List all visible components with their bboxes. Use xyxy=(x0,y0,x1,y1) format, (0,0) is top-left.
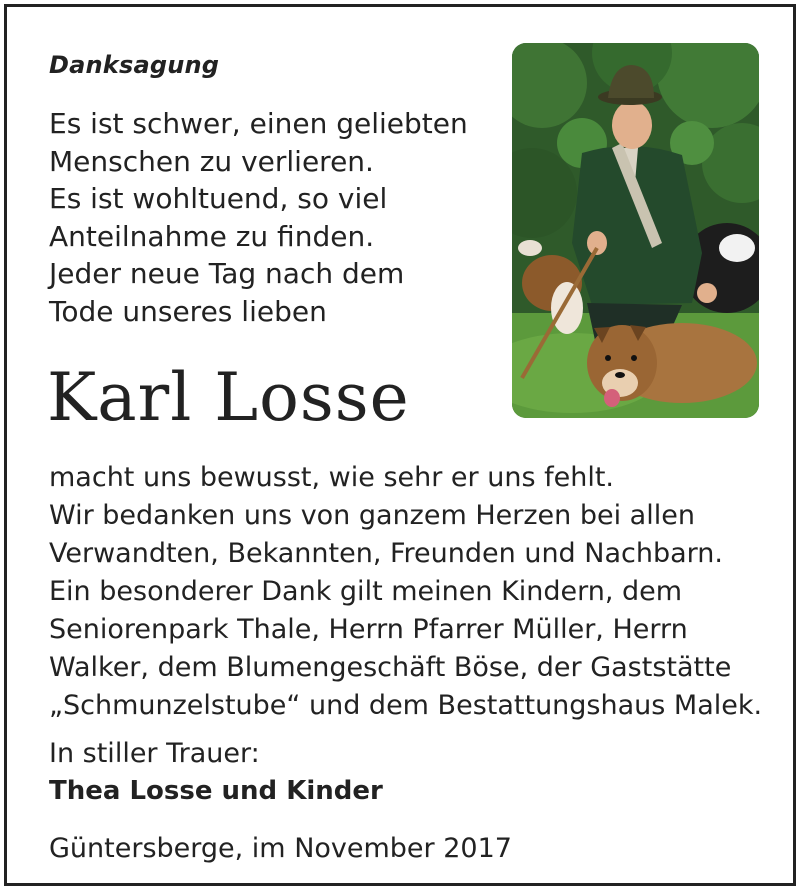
body-line: „Schmunzelstube“ und dem Bestattungshaus Malek. xyxy=(49,690,763,721)
signers: Thea Losse und Kinder xyxy=(49,776,383,806)
obituary-notice xyxy=(4,4,796,886)
intro-text xyxy=(49,105,468,330)
mourning-label: In stiller Trauer: xyxy=(49,738,260,769)
place-date: Güntersberge, im November 2017 xyxy=(49,833,512,864)
body-line: Wir bedanken uns von ganzem Herzen bei allen xyxy=(49,500,695,531)
portrait-photo xyxy=(512,43,759,418)
intro-line: Menschen zu verlieren. xyxy=(49,144,374,178)
body-line: Seniorenpark Thale, Herrn Pfarrer Müller, Herrn xyxy=(49,614,688,645)
body-text xyxy=(49,459,762,725)
intro-line: Es ist wohltuend, so viel xyxy=(49,182,388,215)
intro-line: Anteilnahme zu finden. xyxy=(49,219,375,253)
body-line: macht uns bewusst, wie sehr er uns fehlt. xyxy=(49,462,614,493)
body-line: Verwandten, Bekannten, Freunden und Nachbarn. xyxy=(49,538,723,569)
notice-heading: Danksagung xyxy=(49,51,220,79)
body-line: Walker, dem Blumengeschäft Böse, der Gaststätte xyxy=(49,652,732,683)
body-line: Ein besonderer Dank gilt meinen Kindern, dem xyxy=(49,576,683,607)
deceased-name: Karl Losse xyxy=(47,359,410,436)
intro-line: Jeder neue Tag nach dem xyxy=(49,257,405,290)
intro-line: Tode unseres lieben xyxy=(49,294,327,328)
intro-line: Es ist schwer, einen geliebten xyxy=(49,107,468,140)
